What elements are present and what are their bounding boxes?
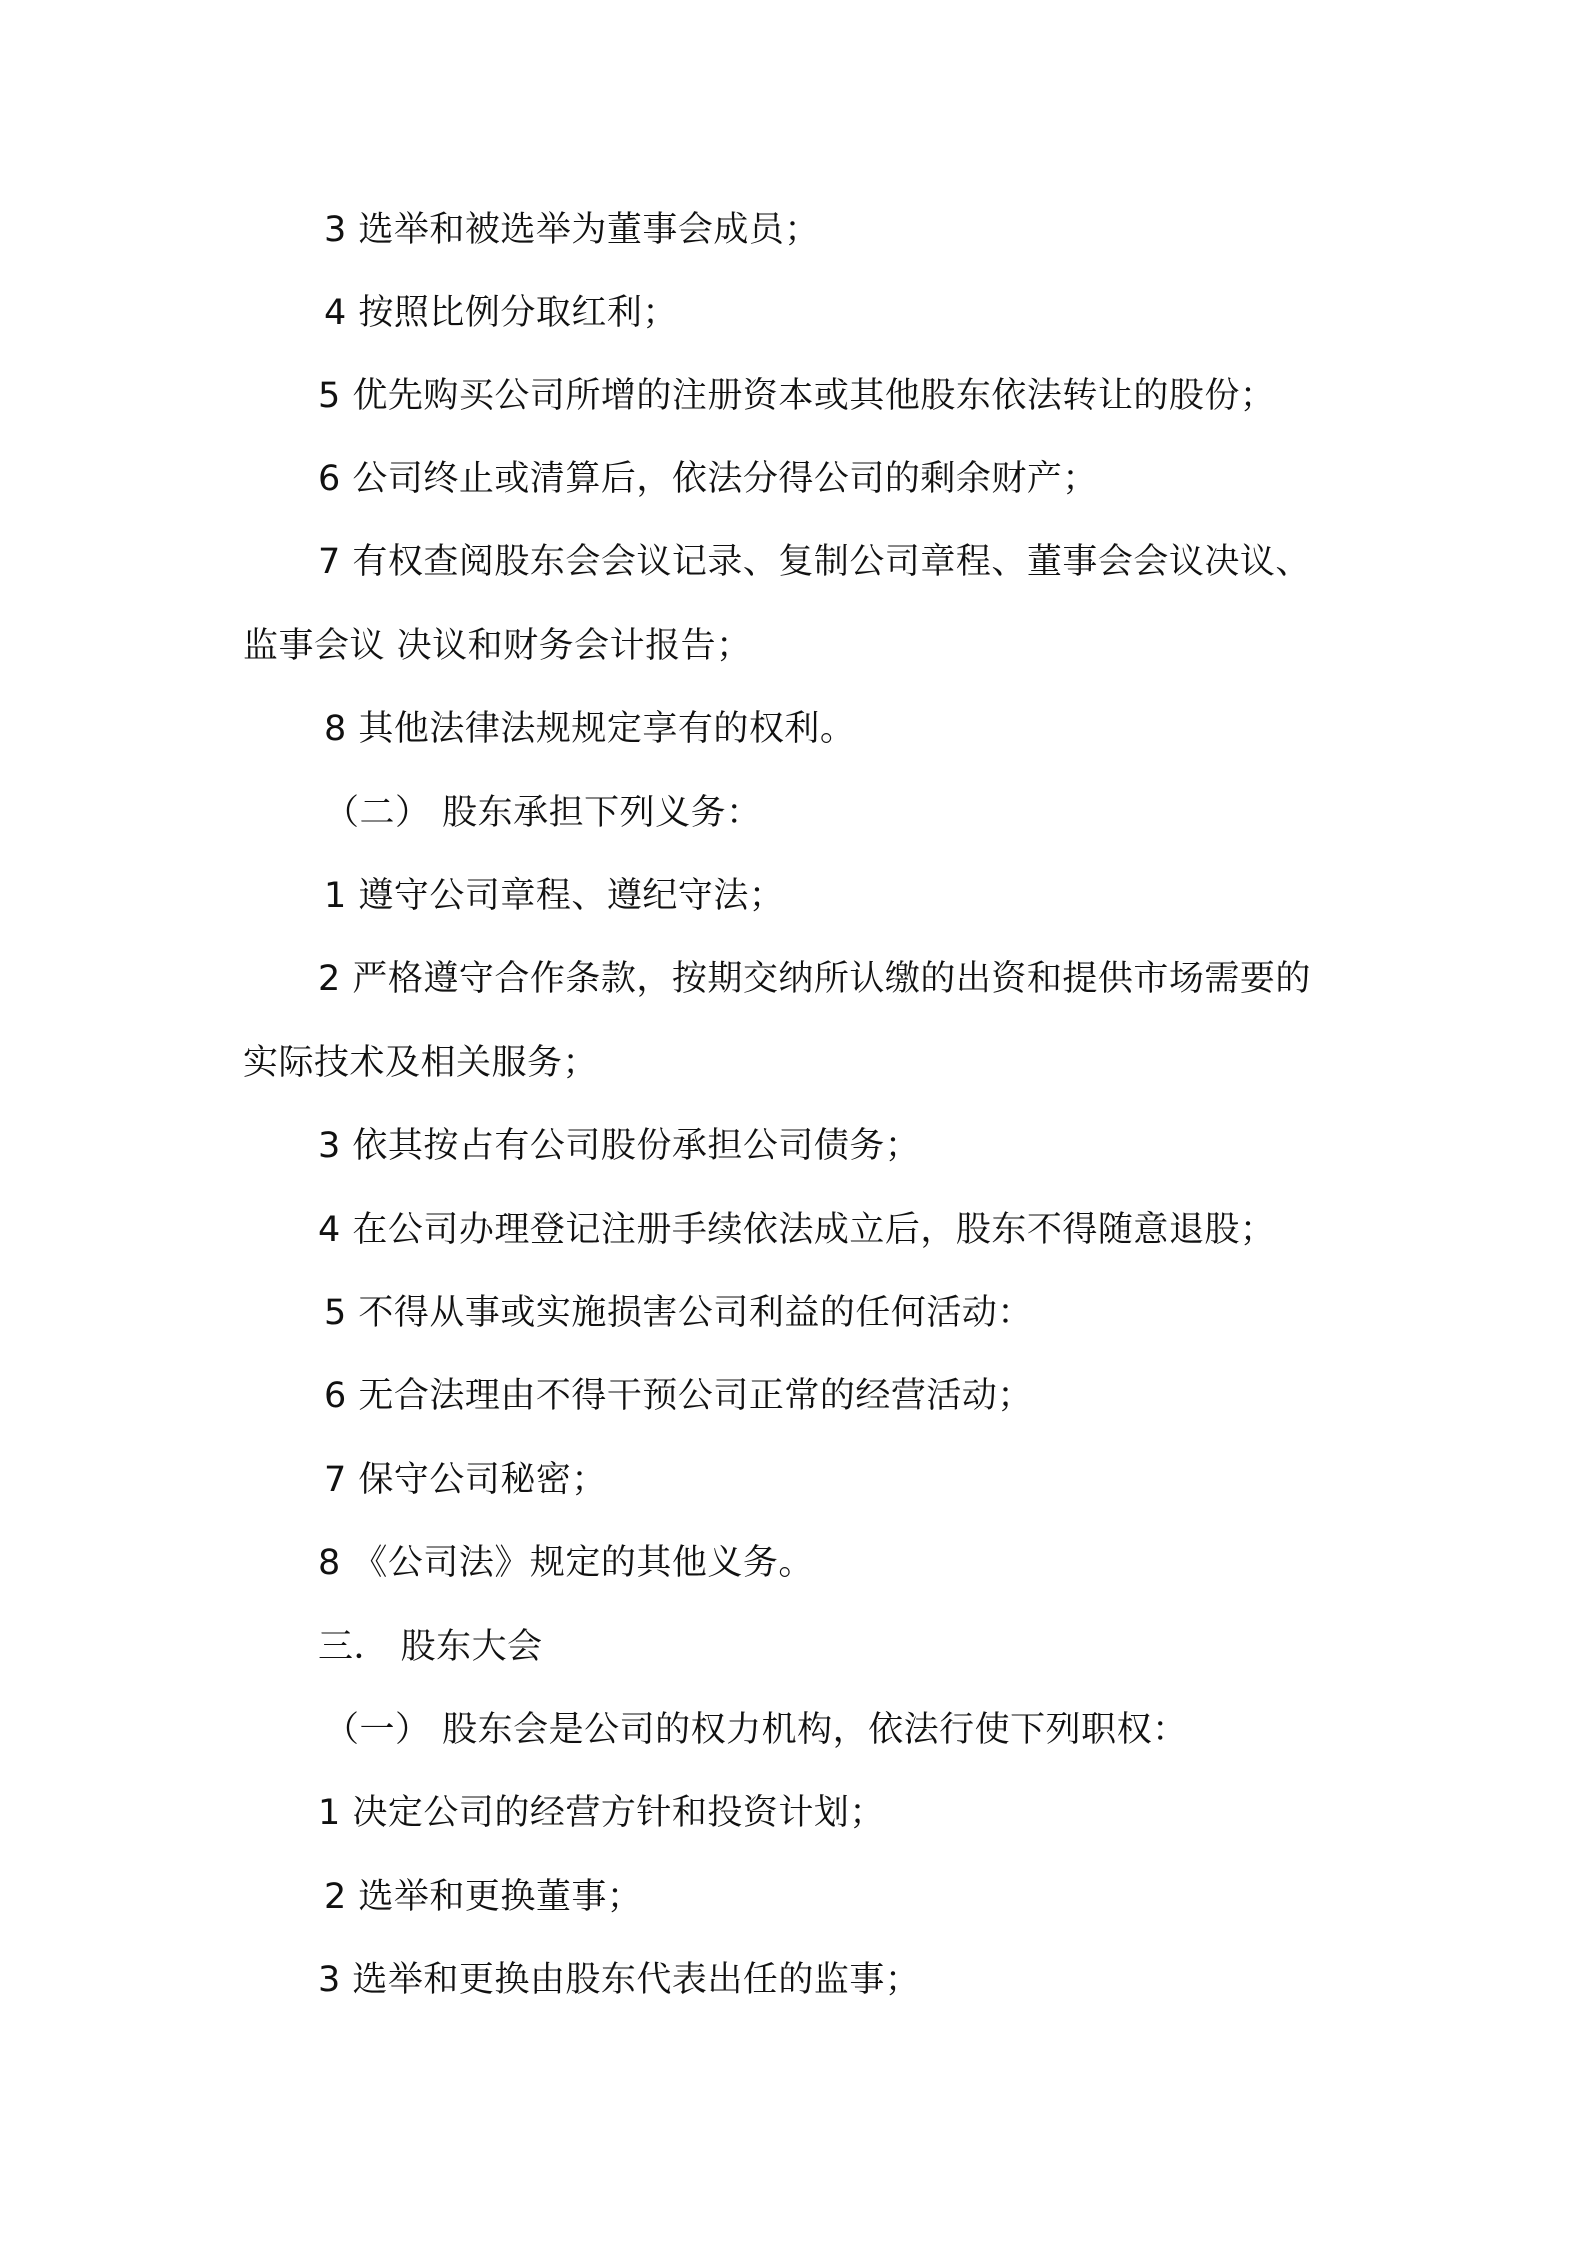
text-line: 6 公司终止或清算后，依法分得公司的剩余财产； [318,459,1098,499]
text-line: 6 无合法理由不得干预公司正常的经营活动； [324,1376,1033,1416]
text-line: 8 《公司法》规定的其他义务。 [318,1543,814,1583]
text-line: 4 按照比例分取红利； [324,293,678,333]
text-line: 3 选举和更换由股东代表出任的监事； [318,1960,921,2000]
text-line: 实际技术及相关服务； [243,1043,599,1083]
text-line: 1 遵守公司章程、遵纪守法； [324,876,785,916]
section-heading: （二） 股东承担下列义务： [324,793,762,833]
text-line: 监事会议 决议和财务会计报告； [243,626,752,666]
text-line: 5 优先购买公司所增的注册资本或其他股东依法转让的股份； [318,376,1276,416]
section-heading: 三． 股东大会 [318,1627,543,1667]
text-line: 3 选举和被选举为董事会成员； [324,210,820,250]
text-line: 5 不得从事或实施损害公司利益的任何活动： [324,1293,1033,1333]
text-line: 4 在公司办理登记注册手续依法成立后，股东不得随意退股； [318,1210,1276,1250]
text-line: 7 有权查阅股东会会议记录、复制公司章程、董事会会议决议、 [318,542,1311,582]
text-line: 7 保守公司秘密； [324,1460,607,1500]
text-line: 2 严格遵守合作条款，按期交纳所认缴的出资和提供市场需要的 [318,959,1311,999]
text-line: 8 其他法律法规规定享有的权利。 [324,709,856,749]
section-heading: （一） 股东会是公司的权力机构，依法行使下列职权： [324,1710,1188,1750]
text-line: 2 选举和更换董事； [324,1877,643,1917]
text-line: 3 依其按占有公司股份承担公司债务； [318,1126,921,1166]
text-line: 1 决定公司的经营方针和投资计划； [318,1793,885,1833]
